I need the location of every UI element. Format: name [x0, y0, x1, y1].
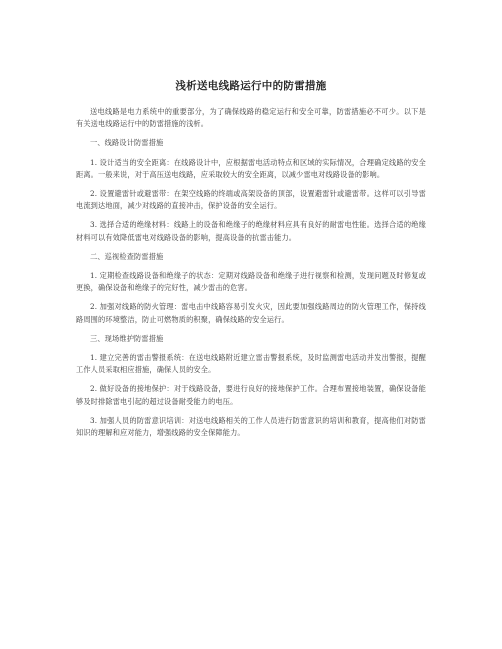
section-3-item-1: 1. 建立完善的雷击警报系统：在送电线路附近建立雷击警报系统，及时监测雷电活动并发出警报，提醒工作人员采取相应措施，确保人员的安全。: [76, 353, 426, 375]
section-2-item-1: 1. 定期检查线路设备和绝缘子的状态：定期对线路设备和绝缘子进行视察和检测，发现问题及时修复或更换，确保设备和绝缘子的完好性，减少雷击的危害。: [76, 271, 426, 293]
section-3-item-3: 3. 加强人员的防雷意识培训：对送电线路相关的工作人员进行防雷意识的培训和教育，提高他们对防雷知识的理解和应对能力，增强线路的安全保障能力。: [76, 415, 426, 438]
document-title: 浅析送电线路运行中的防雷措施: [175, 80, 327, 92]
section-1-heading: 一、线路设计防雷措施: [90, 138, 164, 148]
intro-paragraph: 送电线路是电力系统中的重要部分，为了确保线路的稳定运行和安全可靠，防雷措施必不可少。以下是有关送电线路运行中的防雷措施的浅析。: [76, 107, 426, 129]
section-1-item-2: 2. 设置避雷针或避雷带：在架空线路的终端或高架设备的顶部，设置避雷针或避雷带。这样可以引导雷电流到达地面，减少对线路的直接冲击，保护设备的安全运行。: [76, 189, 426, 211]
section-2-heading: 二、巡视检查防雷措施: [90, 251, 164, 261]
section-1-item-3: 3. 选择合适的绝缘材料：线路上的设备和绝缘子的绝缘材料应具有良好的耐雷电性能。选择合适的绝缘材料可以有效降低雷电对线路设备的影响，提高设备的抗雷击能力。: [76, 220, 426, 242]
section-3-heading: 三、现场维护防雷措施: [90, 333, 164, 343]
section-1-item-1: 1. 设计适当的安全距离：在线路设计中，应根据雷电活动特点和区域的实际情况，合理确定线路的安全距离。一般来说，对于高压送电线路，应采取较大的安全距离，以减少雷电对线路设备的影响。: [76, 157, 426, 179]
section-2-item-2: 2. 加强对线路的防火管理：雷电击中线路容易引发火灾，因此要加强线路周边的防火管理工作，保持线路周围的环境整洁，防止可燃物质的积聚，确保线路的安全运行。: [76, 302, 426, 324]
document-body: [76, 78, 426, 446]
section-3-item-2: 2. 做好设备的接地保护：对于线路设备，要进行良好的接地保护工作。合理布置接地装置，确保设备能够及时排除雷电引起的超过设备耐受能力的电压。: [76, 384, 426, 406]
